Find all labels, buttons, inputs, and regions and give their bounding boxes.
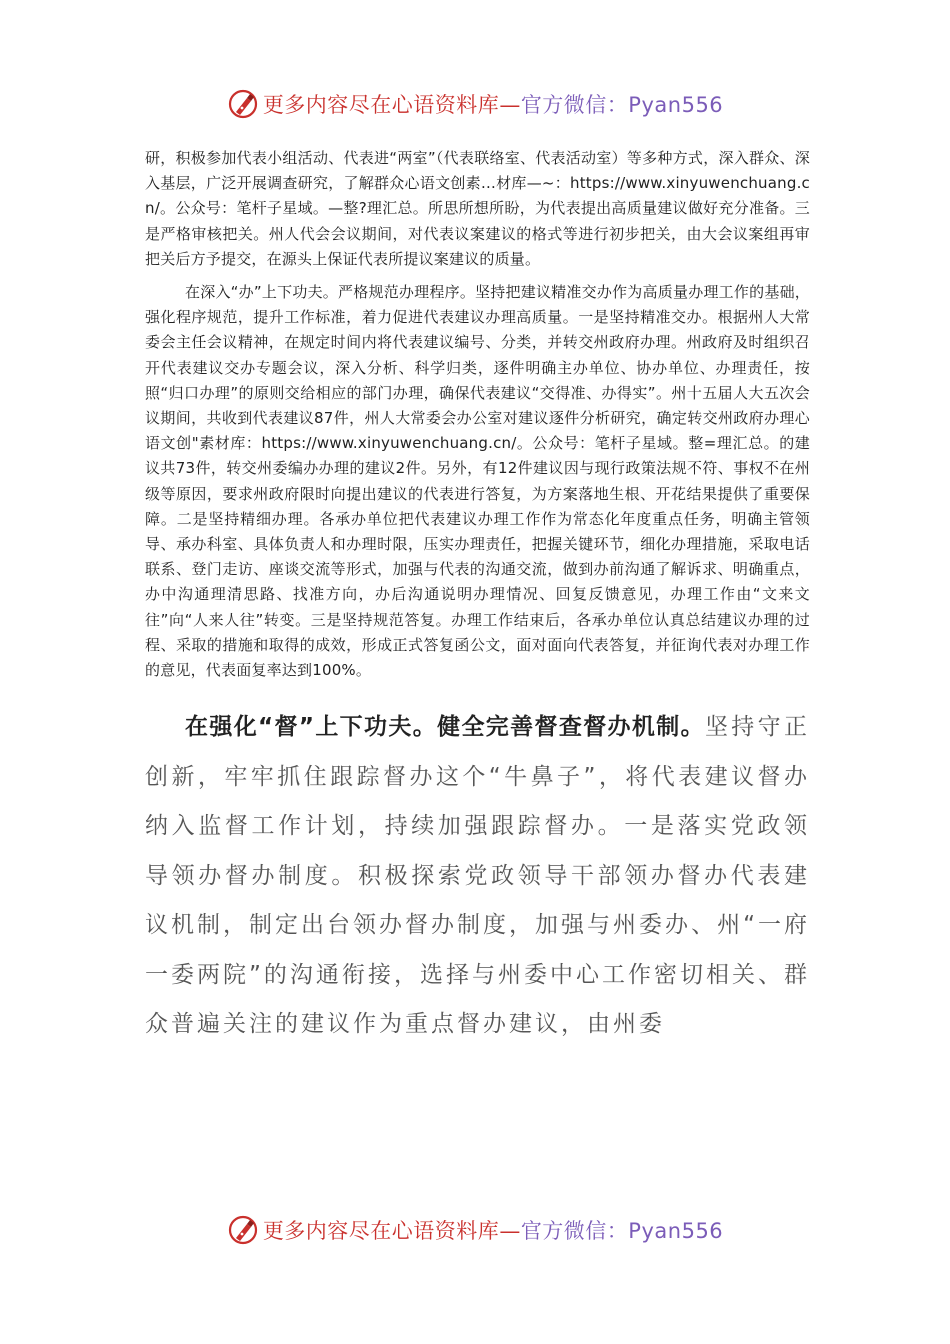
- footer-banner-main: 更多内容尽在心语资料库: [262, 1219, 500, 1243]
- header-banner-text: [263, 89, 723, 119]
- paragraph-2: 在深入“办”上下功夫。严格规范办理程序。坚持把建议精准交办作为高质量办理工作的基础，强化程序规范，提升工作标准，着力促进代表建议办理高质量。一是坚持精准交办。根据州人大常委会主任会议精神，在规定时间内将代表建议编号、分类，并转交州政府办理。州政府及时组织召开代表建议交办专题会议，深入分析、科学归类，逐件明确主办单位、协办单位、办理责任，按照“归口办理”的原则交给相应的部门办理，确保代表建议“交得准、办得实”。州十五届人大五次会议期间，共收到代表建议87件，州人大常委会办公室对建议逐件分析研究，确定转交州政府办理心语文创"素材库：https://www.xinyuwenchuang.cn/。公众号：笔杆子星域。整=理汇总。的建议共73件，转交州委编办办理的建议2件。另外，有12件建议因与现行政策法规不符、事权不在州级等原因，要求州政府限时向提出建议的代表进行答复，为方案落地生根、开花结果提供了重要保障。二是坚持精细办理。各承办单位把代表建议办理工作作为常态化年度重点任务，明确主管领导、承办科室、具体负责人和办理时限，压实办理责任，把握关键环节，细化办理措施，采取电话联系、登门走访、座谈交流等形式，加强与代表的沟通交流，做到办前沟通了解诉求、明确重点，办中沟通理清思路、找准方向，办后沟通说明办理情况、回复反馈意见，办理工作由“文来文往”向“人来人往”转变。三是坚持规范答复。办理工作结束后，各承办单位认真总结建议办理的过程、采取的措施和取得的成效，形成正式答复函公文，面对面向代表答复，并征询代表对办理工作的意见，代表面复率达到100%。: [145, 283, 810, 680]
- header-banner-tail: 官方微信：Pyan556: [520, 93, 724, 117]
- pen-nib-logo-icon: [227, 1214, 259, 1246]
- header-banner-dash: —: [499, 93, 521, 117]
- header-banner-main: 更多内容尽在心语资料库: [262, 93, 500, 117]
- footer-banner-text: [263, 1215, 723, 1245]
- paragraph-1: 研，积极参加代表小组活动、代表进“两室”（代表联络室、代表活动室）等多种方式，深入群众、深入基层，广泛开展调查研究，了解群众心语文创素…材库—~：https://www.xinyuwenchuang.cn/。公众号：笔杆子星域。—整?理汇总。所思所想所盼，为代表提出高质量建议做好充分准备。三是严格审核把关。州人代会会议期间，对代表议案建议的格式等进行初步把关，由大会议案组再审把关后方予提交，在源头上保证代表所提议案建议的质量。: [145, 149, 810, 268]
- paragraph-3-lead: 在强化“督”上下功夫。健全完善督查督办机制。: [185, 714, 705, 741]
- footer-banner-dash: —: [499, 1219, 521, 1243]
- pen-nib-logo-icon: [227, 88, 259, 120]
- paragraph-3: [145, 703, 810, 1050]
- footer-banner: [0, 1208, 950, 1252]
- paragraph-3-body: 坚持守正创新，牢牢抓住跟踪督办这个“牛鼻子”，将代表建议督办纳入监督工作计划，持续加强跟踪督办。一是落实党政领导领办督办制度。积极探索党政领导干部领办督办代表建议机制，制定出台领办督办制度，加强与州委办、州“一府一委两院”的沟通衔接，选择与州委中心工作密切相关、群众普遍关注的建议作为重点督办建议，由州委: [145, 714, 811, 1038]
- footer-banner-tail: 官方微信：Pyan556: [520, 1219, 724, 1243]
- document-body: [145, 146, 810, 1050]
- header-banner: [0, 82, 950, 126]
